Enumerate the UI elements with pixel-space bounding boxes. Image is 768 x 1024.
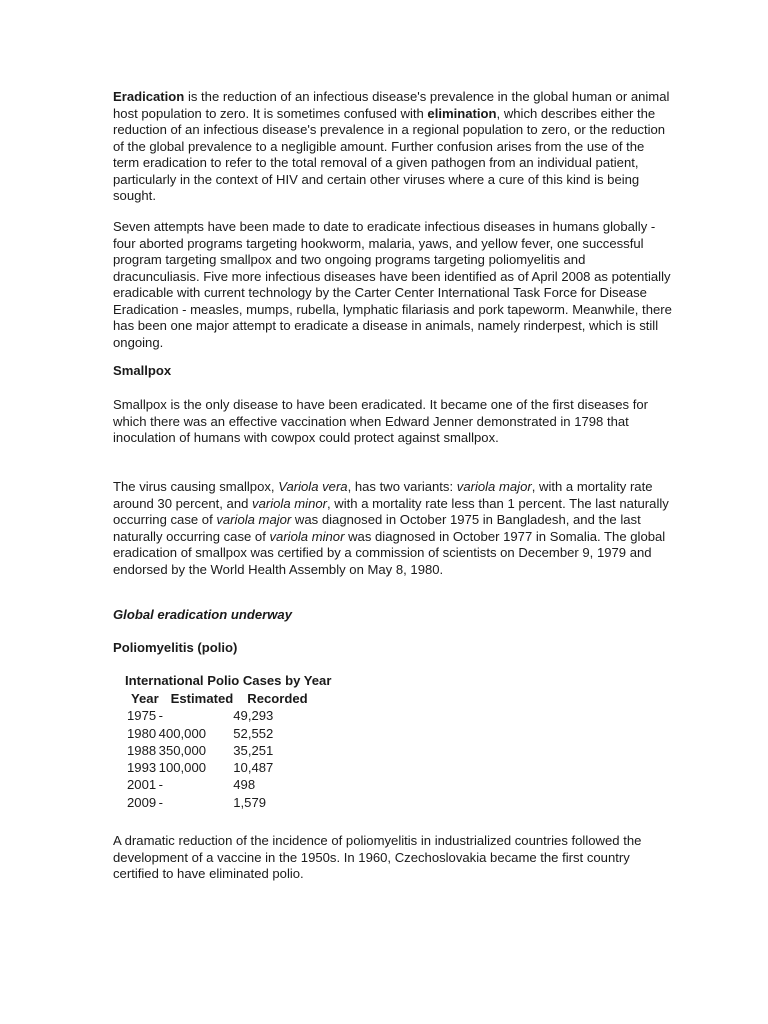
heading-polio: Poliomyelitis (polio) [113, 640, 238, 655]
italic-term: Variola vera [278, 479, 348, 494]
heading-smallpox: Smallpox [113, 363, 172, 378]
cell-estimated: - [158, 794, 164, 810]
cell-recorded: 52,552 [233, 725, 274, 741]
column-header-estimated: Estimated [170, 691, 234, 706]
text-run: , with a mortality rate around 30 percent, and [113, 479, 653, 511]
term-elimination: elimination [427, 105, 497, 121]
term-eradication: Eradication [113, 89, 185, 104]
polio-cases-table [125, 690, 308, 811]
italic-term: variola minor [269, 528, 345, 544]
paragraph-smallpox-virus [113, 479, 673, 578]
cell-year: 1980 [127, 725, 157, 741]
cell-recorded: 49,293 [233, 708, 274, 724]
cell-year: 2009 [127, 794, 157, 810]
cell-estimated: 100,000 [158, 760, 207, 776]
table-row [125, 794, 308, 811]
cell-recorded: 1,579 [233, 794, 267, 810]
column-header-recorded: Recorded [247, 691, 308, 706]
cell-year: 1988 [127, 742, 157, 758]
cell-estimated: - [158, 777, 164, 793]
table-row [125, 707, 308, 724]
italic-term: variola minor [252, 495, 327, 511]
heading-global-eradication: Global eradication underway [113, 607, 292, 622]
italic-term: variola major [456, 479, 532, 494]
table-row [125, 725, 308, 742]
column-header-year: Year [131, 691, 159, 706]
paragraph-eradication-attempts: Seven attempts have been made to date to eradicate infectious diseases in humans globally - four aborted programs targeting hookworm, malaria, yaws, and yellow fever, one successful program targeting smallpox and two ongoing programs targeting poliomyelitis and dracunculiasis. Five more infectious diseases have been identified as of April 2008 as potentially eradicable with current technology by the Carter Center International Task Force for Disease Eradication - measles, mumps, rubella, lymphatic filariasis and pork tapeworm. Meanwhile, there has been one major attempt to eradicate a disease in animals, namely rinderpest, which is still ongoing. [113, 219, 672, 350]
cell-year: 2001 [127, 777, 157, 793]
cell-estimated: 400,000 [158, 725, 207, 741]
table-row [125, 759, 308, 776]
cell-year: 1975 [127, 708, 157, 724]
paragraph-eradication-definition [113, 89, 673, 205]
paragraph-smallpox-intro: Smallpox is the only disease to have been eradicated. It became one of the first diseases for which there was an effective vaccination when Edward Jenner demonstrated in 1798 that inoculation of humans with cowpox could protect against smallpox. [113, 397, 648, 445]
text-run: was diagnosed in October 1977 in Somalia. The global eradication of smallpox was certified by a commission of scientists on December 9, 1979 and endorsed by the World Health Assembly on May 8, 1980. [113, 528, 666, 577]
cell-recorded: 498 [233, 777, 256, 793]
text-run: , with a mortality rate less than 1 percent. The last naturally occurring case of [113, 495, 669, 527]
paragraph-text: is the reduction of an infectious disease's prevalence in the global human or animal host population to zero. It is sometimes confused with [113, 89, 670, 121]
cell-year: 1993 [127, 760, 157, 776]
table-row [125, 742, 308, 759]
text-run: The virus causing smallpox, [113, 479, 279, 494]
paragraph-polio-reduction: A dramatic reduction of the incidence of poliomyelitis in industrialized countries followed the development of a vaccine in the 1950s. In 1960, Czechoslovakia became the first country certified to have eliminated polio. [113, 833, 642, 881]
cell-estimated: - [158, 708, 164, 724]
italic-term: variola major [216, 512, 292, 527]
cell-recorded: 10,487 [233, 760, 274, 776]
cell-recorded: 35,251 [233, 742, 274, 758]
cell-estimated: 350,000 [158, 742, 207, 758]
table-row [125, 776, 308, 793]
table-title: International Polio Cases by Year [125, 673, 332, 688]
table-header-row [125, 690, 308, 707]
text-run: , has two variants: [347, 479, 457, 494]
paragraph-text: , which describes either the reduction of an infectious disease's prevalence in a regional population to zero, or the reduction of the global prevalence to a negligible amount. Further confusion arises from the use of the term eradication to refer to the total removal of a given pathogen from an individual patient, particularly in the context of HIV and certain other viruses where a cure of this kind is being sought. [113, 105, 666, 203]
text-run: was diagnosed in October 1975 in Bangladesh, and the last naturally occurring case of [113, 512, 641, 544]
